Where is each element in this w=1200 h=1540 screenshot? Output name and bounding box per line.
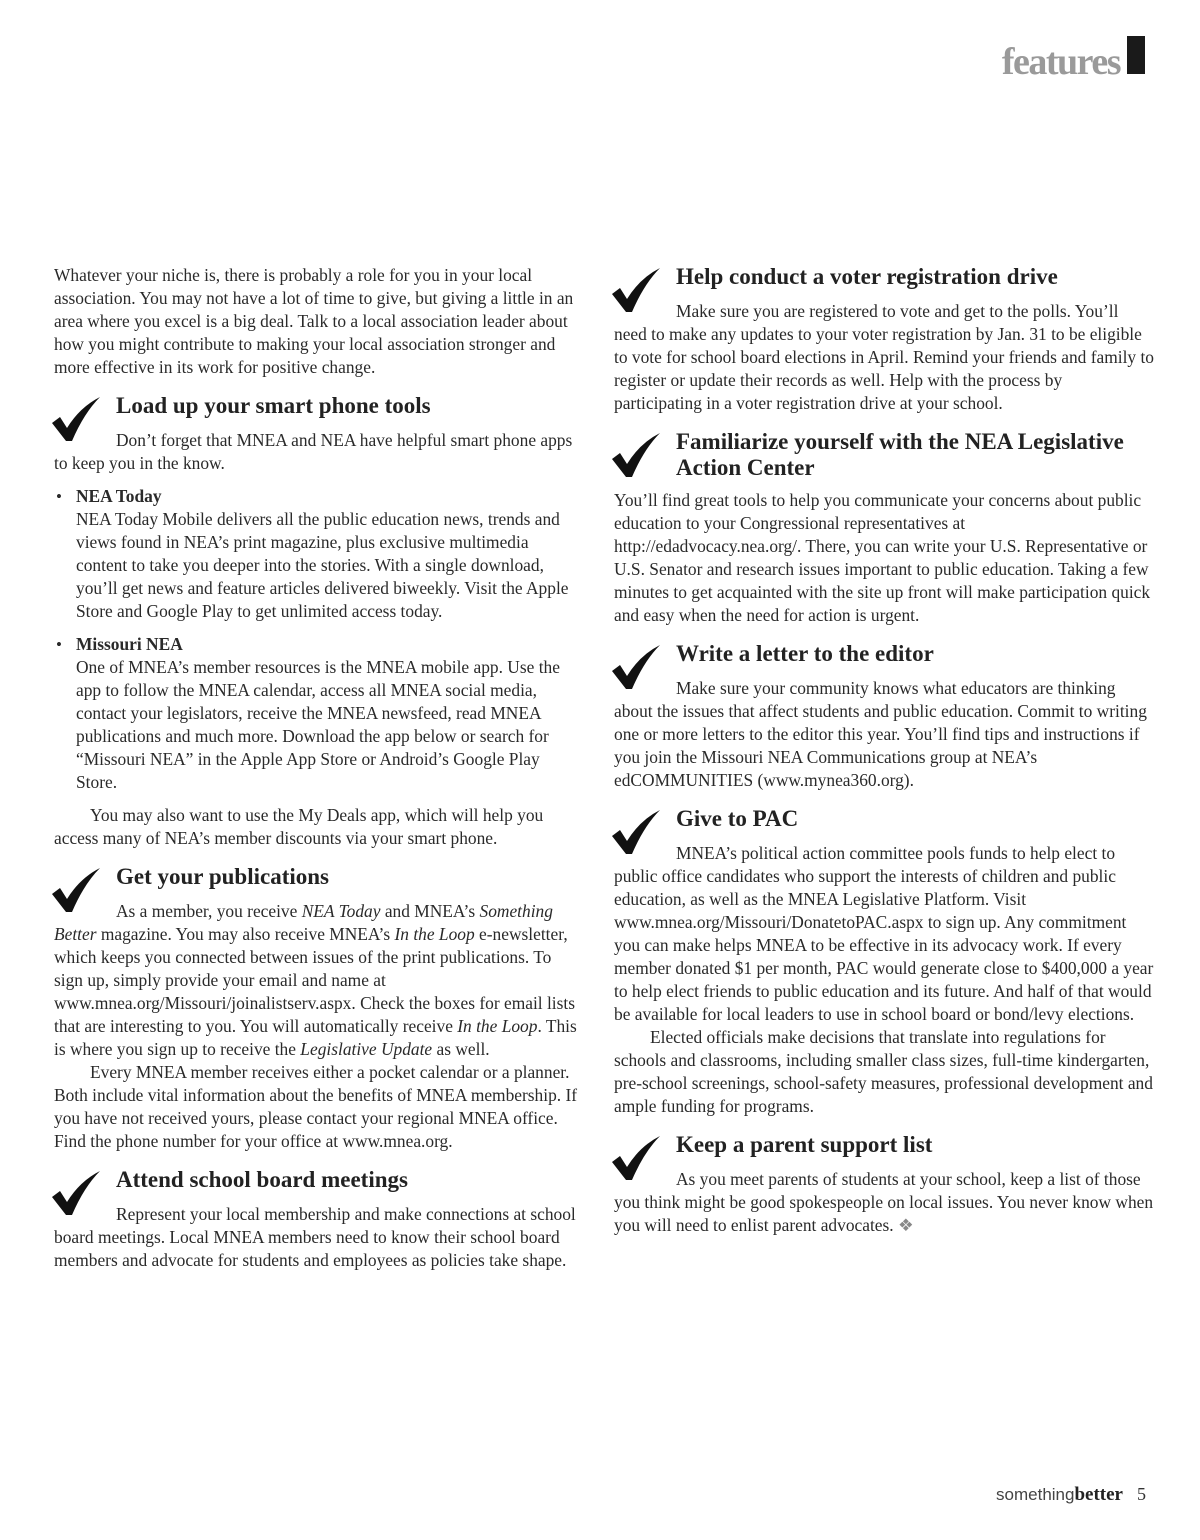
heading-letter-to-editor — [614, 641, 1154, 669]
right-column — [614, 264, 1154, 1237]
brand-light: something — [996, 1485, 1075, 1504]
app-list — [54, 485, 578, 794]
paragraph: Represent your local membership and make connections at school board meetings. Local MNEA members need to know their school board members and advocate for students and employees as policies take shape. — [54, 1204, 576, 1270]
section-title: Write a letter to the editor — [676, 641, 934, 666]
paragraph: As you meet parents of students at your school, keep a list of those you think might be good spokespeople on local issues. You never know when you will need to enlist parent advocates. ❖ — [614, 1169, 1154, 1235]
checkmark-icon — [610, 1134, 664, 1182]
page-footer — [996, 1484, 1146, 1506]
paragraph: You’ll find great tools to help you communicate your concerns about public education to your Congressional representatives at http://edadvocacy.nea.org/. There, you can write your U.S. Representative or U.S. Senator and research issues important to public education. Taking a few minutes to get acquainted with the site up front will make participation quick and easy when the need for action is urgent. — [614, 490, 1151, 625]
heading-give-to-pac — [614, 806, 1154, 834]
heading-parent-support-list — [614, 1132, 1154, 1160]
section-label: features — [1001, 41, 1120, 83]
checkmark-icon — [610, 431, 664, 479]
list-item-title: NEA Today — [76, 486, 162, 506]
section-title: Load up your smart phone tools — [116, 393, 431, 418]
brand-bold: better — [1074, 1484, 1123, 1505]
section-title: Familiarize yourself with the NEA Legislative Action Center — [676, 429, 1124, 480]
checkmark-icon — [50, 1169, 104, 1217]
section-title: Get your publications — [116, 864, 329, 889]
heading-school-board — [54, 1167, 578, 1195]
checkmark-icon — [50, 395, 104, 443]
paragraph: Every MNEA member receives either a pocket calendar or a planner. Both include vital information about the benefits of MNEA membership. If you have not received yours, please contact your regional MNEA office. Find the phone number for your office at www.mnea.org. — [54, 1062, 578, 1151]
bullet-icon: • — [56, 635, 62, 654]
section-title: Help conduct a voter registration drive — [676, 264, 1058, 289]
section-title: Give to PAC — [676, 806, 799, 831]
paragraph: Make sure your community knows what educators are thinking about the issues that affect students and public education. Commit to writing one or more letters to the editor this year. You’ll find tips and instructions if you join the Missouri NEA Communications group at NEA’s edCOMMUNITIES (www.mynea360.org). — [614, 678, 1147, 790]
end-ornament-icon: ❖ — [897, 1215, 914, 1235]
paragraph: MNEA’s political action committee pools funds to help elect to public office candidates who support the interests of children and public education, as well as the MNEA Legislative Platform. Visit www.mnea.org/Missouri/DonatetoPAC.aspx to sign up. Any commitment you can make helps MNEA to be effective in its advocacy work. If every member donated $1 per month, PAC would generate close to $400,000 a year to help elect friends to public education and its future. And half of that would be available for local leaders to use in school board or bond/levy elections. — [614, 843, 1154, 1024]
heading-legislative-action-center — [614, 429, 1154, 481]
checkmark-icon — [610, 266, 664, 314]
section-title: Attend school board meetings — [116, 1167, 408, 1192]
page-number: 5 — [1137, 1484, 1146, 1504]
paragraph: As a member, you receive NEA Today and MNEA’s Something Better magazine. You may also receive MNEA’s In the Loop e-newsletter, which keeps you connected between issues of the print publications. To sign up, simply provide your email and name at www.mnea.org/Missouri/joinalistserv.aspx. Check the boxes for email lists that are interesting to you. You will automatically receive In the Loop. This is where you sign up to receive the Legislative Update as well. — [54, 901, 577, 1059]
paragraph: Make sure you are registered to vote and get to the polls. You’ll need to make any updates to your voter registration by Jan. 31 to be eligible to vote for school board elections in April. Remind your friends and family to register or update their records as well. Help with the process by participating in a voter registration drive at your school. — [614, 301, 1154, 413]
paragraph: Don’t forget that MNEA and NEA have helpful smart phone apps to keep you in the know. — [54, 430, 573, 473]
checkmark-icon — [50, 866, 104, 914]
list-item — [54, 485, 578, 623]
heading-publications — [54, 864, 578, 892]
bullet-icon: • — [56, 487, 62, 506]
list-item-text: NEA Today Mobile delivers all the public education news, trends and views found in NEA’s print magazine, plus exclusive multimedia content to take you deeper into the stories. With a single download, you’ll get news and feature articles delivered biweekly. Visit the Apple Store and Google Play to get unlimited access today. — [76, 509, 569, 621]
heading-voter-registration — [614, 264, 1154, 292]
section-bar — [1127, 36, 1145, 74]
section-title: Keep a parent support list — [676, 1132, 933, 1157]
checkmark-icon — [610, 643, 664, 691]
heading-smart-phone-tools — [54, 393, 578, 421]
list-item — [54, 633, 578, 794]
paragraph: You may also want to use the My Deals app, which will help you access many of NEA’s member discounts via your smart phone. — [54, 805, 544, 848]
list-item-text: One of MNEA’s member resources is the MNEA mobile app. Use the app to follow the MNEA calendar, access all MNEA social media, contact your legislators, receive the MNEA newsfeed, read MNEA publications and much more. Download the app below or search for “Missouri NEA” in the Apple App Store or Android’s Google Play Store. — [76, 657, 560, 792]
checkmark-icon — [610, 808, 664, 856]
list-item-title: Missouri NEA — [76, 634, 183, 654]
intro-paragraph: Whatever your niche is, there is probably a role for you in your local association. You may not have a lot of time to give, but giving a little in an area where you excel is a big deal. Talk to a local association leader about how you might contribute to making your local association stronger and more effective in its work for positive change. — [54, 265, 574, 377]
paragraph: Elected officials make decisions that translate into regulations for schools and classrooms, including smaller class sizes, full-time kindergarten, pre-school screenings, school-safety measures, professional development and ample funding for programs. — [614, 1027, 1153, 1116]
left-column — [54, 264, 578, 1272]
